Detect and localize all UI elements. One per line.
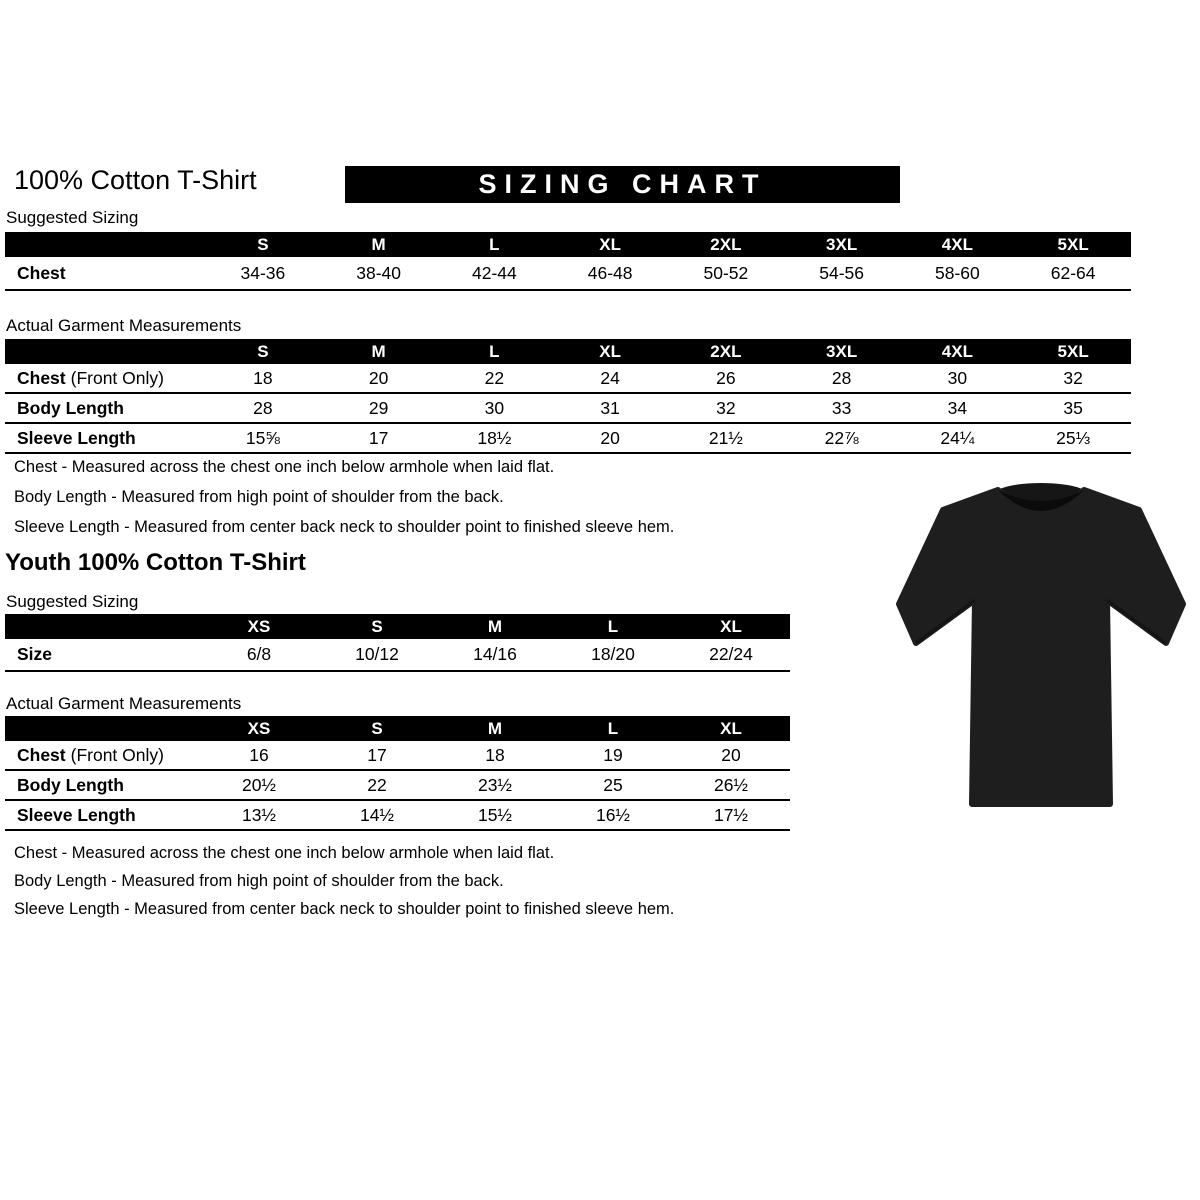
youth-title: Youth 100% Cotton T-Shirt: [5, 549, 306, 576]
size-header-cell: 3XL: [784, 232, 900, 257]
value-cell: 22⅞: [784, 423, 900, 453]
note-body-length: Body Length - Measured from high point of shoulder from the back.: [14, 872, 504, 890]
value-cell: 20½: [200, 770, 318, 800]
value-cell: 28: [784, 364, 900, 393]
note-body-length: Body Length - Measured from high point of shoulder from the back.: [14, 488, 504, 506]
table-row: [5, 393, 1131, 423]
sizing-chart-banner: [345, 166, 900, 203]
row-label: Chest: [17, 744, 66, 765]
size-header-cell: XL: [672, 716, 790, 741]
youth-garment-measurements-table: [5, 716, 790, 831]
tshirt-graphic: [895, 478, 1187, 814]
size-header-cell: 4XL: [900, 232, 1016, 257]
row-label-cell: [5, 423, 205, 453]
size-header-cell: S: [205, 232, 321, 257]
row-label-cell: [5, 639, 200, 671]
value-cell: 15½: [436, 800, 554, 830]
size-header-cell: 5XL: [1015, 232, 1131, 257]
value-cell: 24: [552, 364, 668, 393]
row-label-cell: [5, 741, 200, 770]
value-cell: 18: [436, 741, 554, 770]
value-cell: 21½: [668, 423, 784, 453]
size-header-cell: L: [554, 716, 672, 741]
value-cell: 31: [552, 393, 668, 423]
value-cell: 28: [205, 393, 321, 423]
value-cell: 54-56: [784, 257, 900, 290]
table-row: [5, 800, 790, 830]
size-header-cell: S: [205, 339, 321, 364]
value-cell: 58-60: [900, 257, 1016, 290]
size-header-cell: 2XL: [668, 339, 784, 364]
value-cell: 50-52: [668, 257, 784, 290]
value-cell: 17: [318, 741, 436, 770]
table-row: [5, 770, 790, 800]
value-cell: 26: [668, 364, 784, 393]
banner-text: SIZING CHART: [478, 169, 767, 199]
value-cell: 22: [318, 770, 436, 800]
size-header-cell: XL: [672, 614, 790, 639]
value-cell: 13½: [200, 800, 318, 830]
value-cell: 33: [784, 393, 900, 423]
value-cell: 30: [900, 364, 1016, 393]
value-cell: 14/16: [436, 639, 554, 671]
size-header-cell: XS: [200, 716, 318, 741]
size-header-cell: M: [321, 339, 437, 364]
table-row: [5, 639, 790, 671]
value-cell: 6/8: [200, 639, 318, 671]
value-cell: 18/20: [554, 639, 672, 671]
size-header-cell: S: [318, 716, 436, 741]
size-header-cell: 5XL: [1015, 339, 1131, 364]
note-sleeve-length: Sleeve Length - Measured from center back neck to shoulder point to finished sleeve hem.: [14, 900, 675, 918]
size-header-cell: XL: [552, 339, 668, 364]
value-cell: 16: [200, 741, 318, 770]
row-label: Chest: [17, 262, 66, 283]
value-cell: 10/12: [318, 639, 436, 671]
value-cell: 16½: [554, 800, 672, 830]
page-title: 100% Cotton T-Shirt: [14, 165, 257, 195]
table-row: [5, 741, 790, 770]
adult-suggested-sizing-label: Suggested Sizing: [6, 208, 139, 227]
size-header-cell: XS: [200, 614, 318, 639]
value-cell: 35: [1015, 393, 1131, 423]
value-cell: 20: [552, 423, 668, 453]
size-header-cell: S: [318, 614, 436, 639]
row-label: Sleeve Length: [17, 427, 136, 448]
note-chest: Chest - Measured across the chest one inch below armhole when laid flat.: [14, 458, 555, 476]
row-label-cell: [5, 364, 205, 393]
value-cell: 38-40: [321, 257, 437, 290]
size-header-cell: 4XL: [900, 339, 1016, 364]
row-label-cell: [5, 770, 200, 800]
value-cell: 15⅝: [205, 423, 321, 453]
value-cell: 30: [437, 393, 553, 423]
row-label: Chest: [17, 367, 66, 388]
size-header-cell: M: [321, 232, 437, 257]
row-label: Sleeve Length: [17, 804, 136, 825]
value-cell: 26½: [672, 770, 790, 800]
size-header-cell: XL: [552, 232, 668, 257]
size-header-cell: L: [437, 232, 553, 257]
table-row: [5, 423, 1131, 453]
adult-garment-measurements-table: [5, 339, 1131, 454]
black-tshirt-image: [895, 478, 1187, 814]
value-cell: 34: [900, 393, 1016, 423]
value-cell: 23½: [436, 770, 554, 800]
header-cell-blank: [5, 232, 205, 257]
value-cell: 62-64: [1015, 257, 1131, 290]
youth-measurement-notes: [14, 844, 674, 928]
adult-suggested-sizing-table: [5, 232, 1131, 291]
adult-measurement-notes: [14, 458, 674, 548]
value-cell: 19: [554, 741, 672, 770]
size-header-cell: L: [554, 614, 672, 639]
adult-garment-measurements-label: Actual Garment Measurements: [6, 316, 242, 335]
value-cell: 18: [205, 364, 321, 393]
size-header-cell: 2XL: [668, 232, 784, 257]
size-header-cell: 3XL: [784, 339, 900, 364]
row-label-cell: [5, 800, 200, 830]
row-label-suffix: (Front Only): [70, 367, 164, 388]
value-cell: 17: [321, 423, 437, 453]
row-label-suffix: (Front Only): [70, 744, 164, 765]
table-header-row: [5, 716, 790, 741]
table-header-row: [5, 232, 1131, 257]
value-cell: 14½: [318, 800, 436, 830]
size-header-cell: M: [436, 716, 554, 741]
note-chest: Chest - Measured across the chest one inch below armhole when laid flat.: [14, 844, 555, 862]
value-cell: 29: [321, 393, 437, 423]
value-cell: 46-48: [552, 257, 668, 290]
row-label-cell: [5, 257, 205, 290]
value-cell: 20: [672, 741, 790, 770]
youth-suggested-sizing-table: [5, 614, 790, 672]
header-cell-blank: [5, 339, 205, 364]
value-cell: 32: [1015, 364, 1131, 393]
value-cell: 22: [437, 364, 553, 393]
header-cell-blank: [5, 716, 200, 741]
value-cell: 32: [668, 393, 784, 423]
table-header-row: [5, 614, 790, 639]
value-cell: 17½: [672, 800, 790, 830]
note-sleeve-length: Sleeve Length - Measured from center back neck to shoulder point to finished sleeve hem.: [14, 518, 675, 536]
value-cell: 22/24: [672, 639, 790, 671]
value-cell: 18½: [437, 423, 553, 453]
size-header-cell: L: [437, 339, 553, 364]
value-cell: 25: [554, 770, 672, 800]
row-label: Size: [17, 644, 53, 664]
youth-garment-measurements-label: Actual Garment Measurements: [6, 694, 242, 713]
youth-suggested-sizing-label: Suggested Sizing: [6, 592, 139, 611]
table-header-row: [5, 339, 1131, 364]
table-row: [5, 257, 1131, 290]
value-cell: 20: [321, 364, 437, 393]
value-cell: 42-44: [437, 257, 553, 290]
row-label: Body Length: [17, 774, 124, 795]
table-row: [5, 364, 1131, 393]
header-cell-blank: [5, 614, 200, 639]
value-cell: 34-36: [205, 257, 321, 290]
size-header-cell: M: [436, 614, 554, 639]
row-label: Body Length: [17, 397, 124, 418]
row-label-cell: [5, 393, 205, 423]
value-cell: 24¼: [900, 423, 1016, 453]
value-cell: 25⅓: [1015, 423, 1131, 453]
